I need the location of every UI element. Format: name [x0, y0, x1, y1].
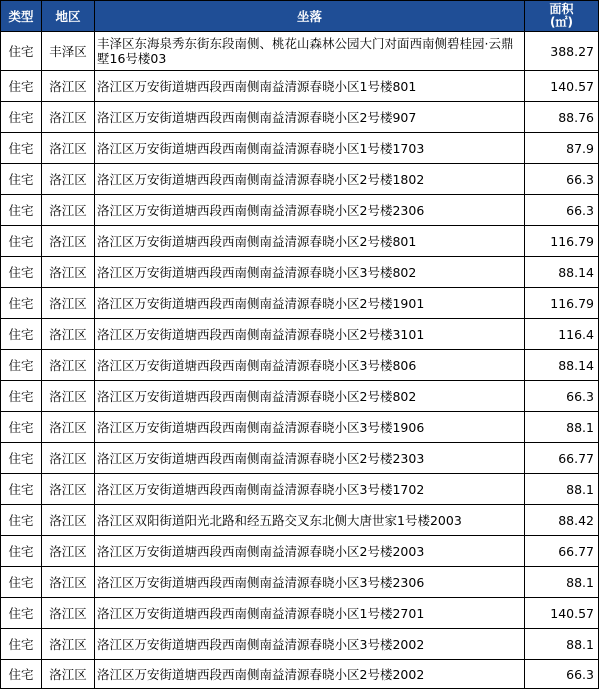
cell-location: 洛江区万安街道塘西段西南侧南益清源春晓小区2号楼2003 [95, 536, 525, 567]
cell-location: 洛江区万安街道塘西段西南侧南益清源春晓小区3号楼2306 [95, 567, 525, 598]
header-location: 坐落 [95, 1, 525, 32]
cell-district: 洛江区 [42, 412, 95, 443]
cell-type: 住宅 [1, 195, 42, 226]
cell-type: 住宅 [1, 629, 42, 660]
cell-area: 88.1 [525, 567, 599, 598]
cell-type: 住宅 [1, 412, 42, 443]
header-row [1, 1, 599, 32]
cell-location: 洛江区万安街道塘西段西南侧南益清源春晓小区2号楼2303 [95, 443, 525, 474]
table-row [1, 567, 599, 598]
table-row [1, 660, 599, 689]
table-row [1, 443, 599, 474]
cell-area: 66.3 [525, 381, 599, 412]
cell-location: 洛江区万安街道塘西段西南侧南益清源春晓小区2号楼2002 [95, 660, 525, 689]
header-area [525, 1, 599, 32]
cell-district: 洛江区 [42, 381, 95, 412]
cell-type: 住宅 [1, 319, 42, 350]
cell-district: 洛江区 [42, 226, 95, 257]
cell-type: 住宅 [1, 598, 42, 629]
cell-district: 洛江区 [42, 505, 95, 536]
cell-area: 116.4 [525, 319, 599, 350]
table-row [1, 629, 599, 660]
cell-location: 洛江区万安街道塘西段西南侧南益清源春晓小区2号楼907 [95, 102, 525, 133]
table-row [1, 102, 599, 133]
cell-type: 住宅 [1, 660, 42, 689]
table-row [1, 133, 599, 164]
table-row [1, 412, 599, 443]
cell-type: 住宅 [1, 474, 42, 505]
table-body [1, 32, 599, 689]
cell-location: 洛江区万安街道塘西段西南侧南益清源春晓小区2号楼1901 [95, 288, 525, 319]
table-row [1, 536, 599, 567]
table-row [1, 474, 599, 505]
cell-area: 88.14 [525, 350, 599, 381]
table-header [1, 1, 599, 32]
cell-area: 88.1 [525, 629, 599, 660]
cell-location: 洛江区双阳街道阳光北路和经五路交叉东北侧大唐世家1号楼2003 [95, 505, 525, 536]
cell-district: 洛江区 [42, 350, 95, 381]
cell-type: 住宅 [1, 567, 42, 598]
cell-district: 洛江区 [42, 319, 95, 350]
cell-area: 66.3 [525, 195, 599, 226]
cell-area: 88.14 [525, 257, 599, 288]
cell-type: 住宅 [1, 443, 42, 474]
cell-location: 洛江区万安街道塘西段西南侧南益清源春晓小区2号楼1802 [95, 164, 525, 195]
cell-district: 洛江区 [42, 164, 95, 195]
cell-area: 140.57 [525, 71, 599, 102]
cell-area: 388.27 [525, 32, 599, 71]
cell-area: 66.77 [525, 443, 599, 474]
cell-type: 住宅 [1, 133, 42, 164]
table-row [1, 505, 599, 536]
cell-type: 住宅 [1, 536, 42, 567]
cell-location: 洛江区万安街道塘西段西南侧南益清源春晓小区3号楼2002 [95, 629, 525, 660]
cell-type: 住宅 [1, 505, 42, 536]
table-row [1, 164, 599, 195]
table-row [1, 350, 599, 381]
cell-type: 住宅 [1, 350, 42, 381]
cell-district: 洛江区 [42, 288, 95, 319]
table-row [1, 195, 599, 226]
cell-district: 洛江区 [42, 195, 95, 226]
cell-location: 洛江区万安街道塘西段西南侧南益清源春晓小区1号楼2701 [95, 598, 525, 629]
table-row [1, 226, 599, 257]
cell-location: 洛江区万安街道塘西段西南侧南益清源春晓小区2号楼2306 [95, 195, 525, 226]
cell-district: 洛江区 [42, 257, 95, 288]
cell-area: 66.77 [525, 536, 599, 567]
cell-location: 洛江区万安街道塘西段西南侧南益清源春晓小区3号楼806 [95, 350, 525, 381]
table-row [1, 257, 599, 288]
cell-area: 116.79 [525, 226, 599, 257]
cell-area: 88.76 [525, 102, 599, 133]
cell-location: 洛江区万安街道塘西段西南侧南益清源春晓小区2号楼3101 [95, 319, 525, 350]
cell-district: 洛江区 [42, 133, 95, 164]
cell-district: 洛江区 [42, 629, 95, 660]
table-row [1, 598, 599, 629]
cell-location: 洛江区万安街道塘西段西南侧南益清源春晓小区3号楼802 [95, 257, 525, 288]
cell-type: 住宅 [1, 71, 42, 102]
cell-location: 洛江区万安街道塘西段西南侧南益清源春晓小区3号楼1702 [95, 474, 525, 505]
cell-area: 88.42 [525, 505, 599, 536]
cell-location: 洛江区万安街道塘西段西南侧南益清源春晓小区2号楼802 [95, 381, 525, 412]
cell-district: 洛江区 [42, 443, 95, 474]
header-area-unit: (㎡) [550, 15, 573, 29]
cell-district: 洛江区 [42, 71, 95, 102]
cell-type: 住宅 [1, 257, 42, 288]
cell-district: 洛江区 [42, 598, 95, 629]
header-district: 地区 [42, 1, 95, 32]
table-row [1, 381, 599, 412]
header-type: 类型 [1, 1, 42, 32]
cell-type: 住宅 [1, 288, 42, 319]
cell-district: 丰泽区 [42, 32, 95, 71]
table-row [1, 319, 599, 350]
cell-type: 住宅 [1, 102, 42, 133]
cell-location: 洛江区万安街道塘西段西南侧南益清源春晓小区2号楼801 [95, 226, 525, 257]
table-row [1, 288, 599, 319]
cell-area: 66.3 [525, 164, 599, 195]
cell-location: 洛江区万安街道塘西段西南侧南益清源春晓小区1号楼801 [95, 71, 525, 102]
cell-location: 洛江区万安街道塘西段西南侧南益清源春晓小区1号楼1703 [95, 133, 525, 164]
cell-district: 洛江区 [42, 102, 95, 133]
cell-district: 洛江区 [42, 536, 95, 567]
cell-district: 洛江区 [42, 660, 95, 689]
cell-location: 丰泽区东海泉秀东街东段南侧、桃花山森林公园大门对面西南侧碧桂园·云鼎墅16号楼03 [95, 32, 525, 71]
cell-type: 住宅 [1, 381, 42, 412]
cell-type: 住宅 [1, 164, 42, 195]
cell-area: 87.9 [525, 133, 599, 164]
table-row [1, 32, 599, 71]
cell-area: 140.57 [525, 598, 599, 629]
cell-area: 116.79 [525, 288, 599, 319]
header-area-label: 面积 [549, 2, 574, 16]
cell-area: 66.3 [525, 660, 599, 689]
cell-district: 洛江区 [42, 567, 95, 598]
cell-area: 88.1 [525, 474, 599, 505]
cell-location: 洛江区万安街道塘西段西南侧南益清源春晓小区3号楼1906 [95, 412, 525, 443]
cell-type: 住宅 [1, 32, 42, 71]
cell-district: 洛江区 [42, 474, 95, 505]
table-row [1, 71, 599, 102]
cell-type: 住宅 [1, 226, 42, 257]
cell-area: 88.1 [525, 412, 599, 443]
